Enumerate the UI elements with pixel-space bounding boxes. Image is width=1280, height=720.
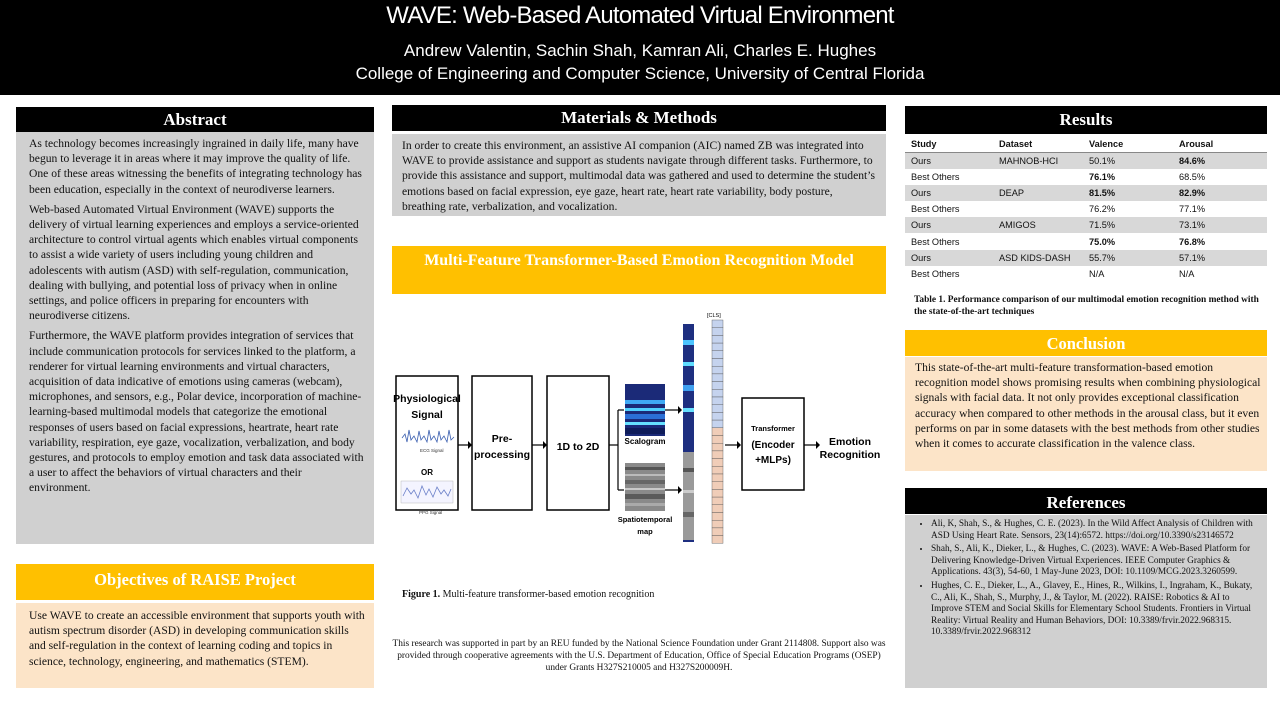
- token-cell: [712, 505, 723, 513]
- token-cell: [712, 343, 723, 351]
- token-cell: [712, 351, 723, 359]
- preprocessing-label: processing: [473, 449, 531, 461]
- table-cell: [993, 233, 1083, 249]
- table-cell: 57.1%: [1173, 250, 1267, 266]
- token-cell: [712, 443, 723, 451]
- table-cell: Best Others: [905, 233, 993, 249]
- table-cell: 55.7%: [1083, 250, 1173, 266]
- ecg-label: ECG Signal: [420, 448, 444, 453]
- table-cell: 73.1%: [1173, 217, 1267, 233]
- table-cell: 76.1%: [1083, 169, 1173, 185]
- cls-token-label: [CLS]: [707, 313, 721, 319]
- reference-item: • Shah, S., Ali, K., Dieker, L., & Hughes, C. (2023). WAVE: A Web-Based Platform for Delivering Knowledge-Driven Virtual Experiences. IEEE Computer Graphics & Applications. 43(3), 54-60, 1 May-June 2023, DOI: 10.1109/MCG.2023.3260599.: [931, 544, 1259, 579]
- objectives-text: Use WAVE to create an accessible environment that supports youth with autism spectrum disorder (ASD) in developing communication skills and self-regulation in the context of learning coding and topics in science, technology, engineering, and mathematics (STEM).: [29, 609, 365, 668]
- table-row: [905, 185, 1267, 201]
- table-cell: Best Others: [905, 169, 993, 185]
- figure-caption-label: Figure 1.: [402, 589, 441, 600]
- physio-label: Physiological: [393, 393, 461, 405]
- table-cell: AMIGOS: [993, 217, 1083, 233]
- results-table: [905, 136, 1267, 282]
- token-cell: [712, 405, 723, 413]
- figure-caption: [402, 589, 654, 600]
- table-cell: N/A: [1083, 266, 1173, 282]
- token-cell: [712, 497, 723, 505]
- conclusion-body: [905, 357, 1267, 471]
- token-cell: [712, 366, 723, 374]
- objectives-heading: Objectives of RAISE Project: [16, 564, 374, 600]
- token-cell: [712, 528, 723, 536]
- methods-text: In order to create this environment, an assistive AI companion (AIC) named ZB was integrated into WAVE to provide assistance and support as students navigate through different tasks. Furthermore, to provide this assistance and support, multimodal data was gathered and used to determine the student’s emotions based on facial expression, eye gaze, heart rate, heart rate variability, body posture, breathing rate, verbalization, and vocalization.: [402, 139, 875, 213]
- table-cell: 75.0%: [1083, 233, 1173, 249]
- poster-authors: Andrew Valentin, Sachin Shah, Kamran Ali, Charles E. Hughes: [403, 41, 877, 60]
- methods-body: [392, 134, 886, 216]
- table-cell: 81.5%: [1083, 185, 1173, 201]
- table-row: [905, 169, 1267, 185]
- table-cell: 50.1%: [1083, 153, 1173, 169]
- column-header: Arousal: [1173, 136, 1267, 153]
- table-cell: Ours: [905, 250, 993, 266]
- table-cell: N/A: [1173, 266, 1267, 282]
- abstract-heading: Abstract: [16, 107, 374, 133]
- token-cell: [712, 459, 723, 467]
- table-cell: Best Others: [905, 266, 993, 282]
- abstract-body: [16, 132, 374, 544]
- poster-title: WAVE: Web-Based Automated Virtual Environment: [386, 2, 894, 29]
- table-row: [905, 153, 1267, 169]
- token-cell: [712, 466, 723, 474]
- conclusion-heading: Conclusion: [905, 330, 1267, 356]
- arrow-head: [678, 406, 682, 414]
- arrow-head: [737, 441, 741, 449]
- column-header: Valence: [1083, 136, 1173, 153]
- 1d-to-2d-label: 1D to 2D: [556, 441, 600, 453]
- token-cell: [712, 513, 723, 521]
- table-caption: Table 1. Performance comparison of our multimodal emotion recognition method with the state-of-the-art techniques: [914, 295, 1259, 317]
- abstract-paragraph: As technology becomes increasingly ingrained in daily life, many have begun to leverage it in areas where it may improve the quality of life. One of these areas witnessing the benefits of integrating technology has been education, especially in the context of neurodiverse learners.: [29, 137, 362, 196]
- reference-item: • Ali, K, Shah, S., & Hughes, C. E. (2023). In the Wild Affect Analysis of Children with ASD Using Heart Rate. Sensors, 23(14):6572. https://doi.org/10.3390/s23146572: [931, 519, 1259, 542]
- funding-note: This research was supported in part by an REU funded by the National Science Foundation under Grant 2114808. Support also was provided through cooperative agreements with the U.S. Department of Education, Office of Special Education Programs (OSEP) under Grants H327S210005 and H327S200009H.: [392, 639, 886, 673]
- scalogram-label: Scalogram: [624, 437, 666, 446]
- table-cell: 76.2%: [1083, 201, 1173, 217]
- token-cell: [712, 489, 723, 497]
- table-cell: Ours: [905, 153, 993, 169]
- references-list: [905, 515, 1267, 688]
- physio-label: Signal: [411, 409, 443, 421]
- table-row: [905, 217, 1267, 233]
- or-label: OR: [421, 468, 433, 477]
- token-cell: [712, 335, 723, 343]
- poster-header: [0, 0, 1280, 95]
- column-header: Study: [905, 136, 993, 153]
- table-cell: 82.9%: [1173, 185, 1267, 201]
- table-cell: 71.5%: [1083, 217, 1173, 233]
- token-cell: [712, 536, 723, 544]
- table-cell: 84.6%: [1173, 153, 1267, 169]
- output-label: Emotion: [829, 436, 871, 448]
- table-cell: 68.5%: [1173, 169, 1267, 185]
- table-cell: Ours: [905, 185, 993, 201]
- token-cell: [712, 382, 723, 390]
- poster-affiliation: College of Engineering and Computer Science, University of Central Florida: [355, 64, 925, 83]
- token-cell: [712, 428, 723, 436]
- table-header-row: [905, 136, 1267, 153]
- ppg-label: PPG Signal: [419, 510, 443, 515]
- transformer-label: +MLPs): [755, 455, 791, 466]
- table-cell: Ours: [905, 217, 993, 233]
- table-cell: ASD KIDS-DASH: [993, 250, 1083, 266]
- token-cell: [712, 520, 723, 528]
- table-row: [905, 233, 1267, 249]
- token-cell: [712, 482, 723, 490]
- abstract-paragraph: Furthermore, the WAVE platform provides integration of services that include communication protocols for services linked to the platform, a renderer for virtual learning environments and virtual characters, acquisition of data indicative of emotions using cameras (webcam), microphones, and sensors, e.g., Polar device, incorporation of machine-learning-based multimodal models that categorize the emotional responses of users based on facial expressions, heartrate, heart rate variability, respiration, eye gaze, vocalization, verbalization, and body gestures, and protocols to employ emotion and task data associated with a user to affect the behaviors of virtual characters and their environment.: [29, 329, 364, 495]
- figure-caption-text: Multi-feature transformer-based emotion recognition: [440, 589, 655, 600]
- token-cell: [712, 436, 723, 444]
- token-cell: [712, 389, 723, 397]
- token-cell: [712, 320, 723, 328]
- table-cell: Best Others: [905, 201, 993, 217]
- methods-heading: Materials & Methods: [392, 105, 886, 131]
- token-cell: [712, 328, 723, 336]
- spatiotemporal-label: Spatiotemporal: [617, 515, 673, 524]
- table-cell: 77.1%: [1173, 201, 1267, 217]
- conclusion-text: This state-of-the-art multi-feature transformation-based emotion recognition model shows promising results when combining physiological signals with facial data. It not only provides exceptional classification accuracy when compared to other methods in the arousal class, but it even performs on par in some datasets with the best methods from other studies when it comes to accurate classification in the valence class.: [915, 361, 1261, 451]
- table-row: [905, 250, 1267, 266]
- table-row: [905, 201, 1267, 217]
- token-cell: [712, 374, 723, 382]
- abstract-paragraph: Web-based Automated Virtual Environment (WAVE) supports the delivery of virtual learning experiences and employs a service-oriented architecture to control virtual agents which enables virtual components to assist a wide variety of users including young children and adolescents with autism (ASD) with self-regulation, communication, dealing with bullying, and potential loss of privacy when in online settings, and police officers in preparing for encounters with neurodiverse citizens.: [29, 202, 359, 323]
- table-cell: [993, 266, 1083, 282]
- table-cell: [993, 201, 1083, 217]
- arrow-head: [678, 486, 682, 494]
- results-heading: Results: [905, 106, 1267, 134]
- token-cell: [712, 412, 723, 420]
- model-architecture-figure: [392, 300, 886, 550]
- objectives-body: [16, 603, 374, 688]
- output-label: Recognition: [819, 449, 881, 461]
- references-heading: References: [905, 488, 1267, 514]
- token-column: [712, 320, 723, 543]
- preprocessing-label: Pre-: [491, 433, 513, 445]
- token-cell: [712, 397, 723, 405]
- spatiotemporal-label: map: [637, 527, 653, 536]
- token-cell: [712, 451, 723, 459]
- column-header: Dataset: [993, 136, 1083, 153]
- table-cell: DEAP: [993, 185, 1083, 201]
- transformer-label: Transformer: [751, 424, 795, 433]
- reference-item: • Hughes, C. E., Dieker, L., A., Glavey, E., Hines, R., Wilkins, I., Ingraham, K., Bukaty, C., Ali, K., Shah, S., Murphy, J., & Taylor, M. (2022). RAISE: Robotics & AI to Improve STEM and Social Skills for Elementary School Students. Frontiers in Virtual Reality: Virtual Reality and Human Behaviors, DOI: 10.3389/frvir.2022.968315. 10.3389/frvir.2022.968312: [931, 581, 1259, 639]
- token-cell: [712, 474, 723, 482]
- token-cell: [712, 359, 723, 367]
- table-cell: 76.8%: [1173, 233, 1267, 249]
- transformer-label: (Encoder: [751, 440, 795, 451]
- model-heading: Multi-Feature Transformer-Based Emotion Recognition Model: [392, 246, 886, 294]
- token-cell: [712, 420, 723, 428]
- table-row: [905, 266, 1267, 282]
- table-cell: MAHNOB-HCI: [993, 153, 1083, 169]
- table-cell: [993, 169, 1083, 185]
- arrow-head: [816, 441, 820, 449]
